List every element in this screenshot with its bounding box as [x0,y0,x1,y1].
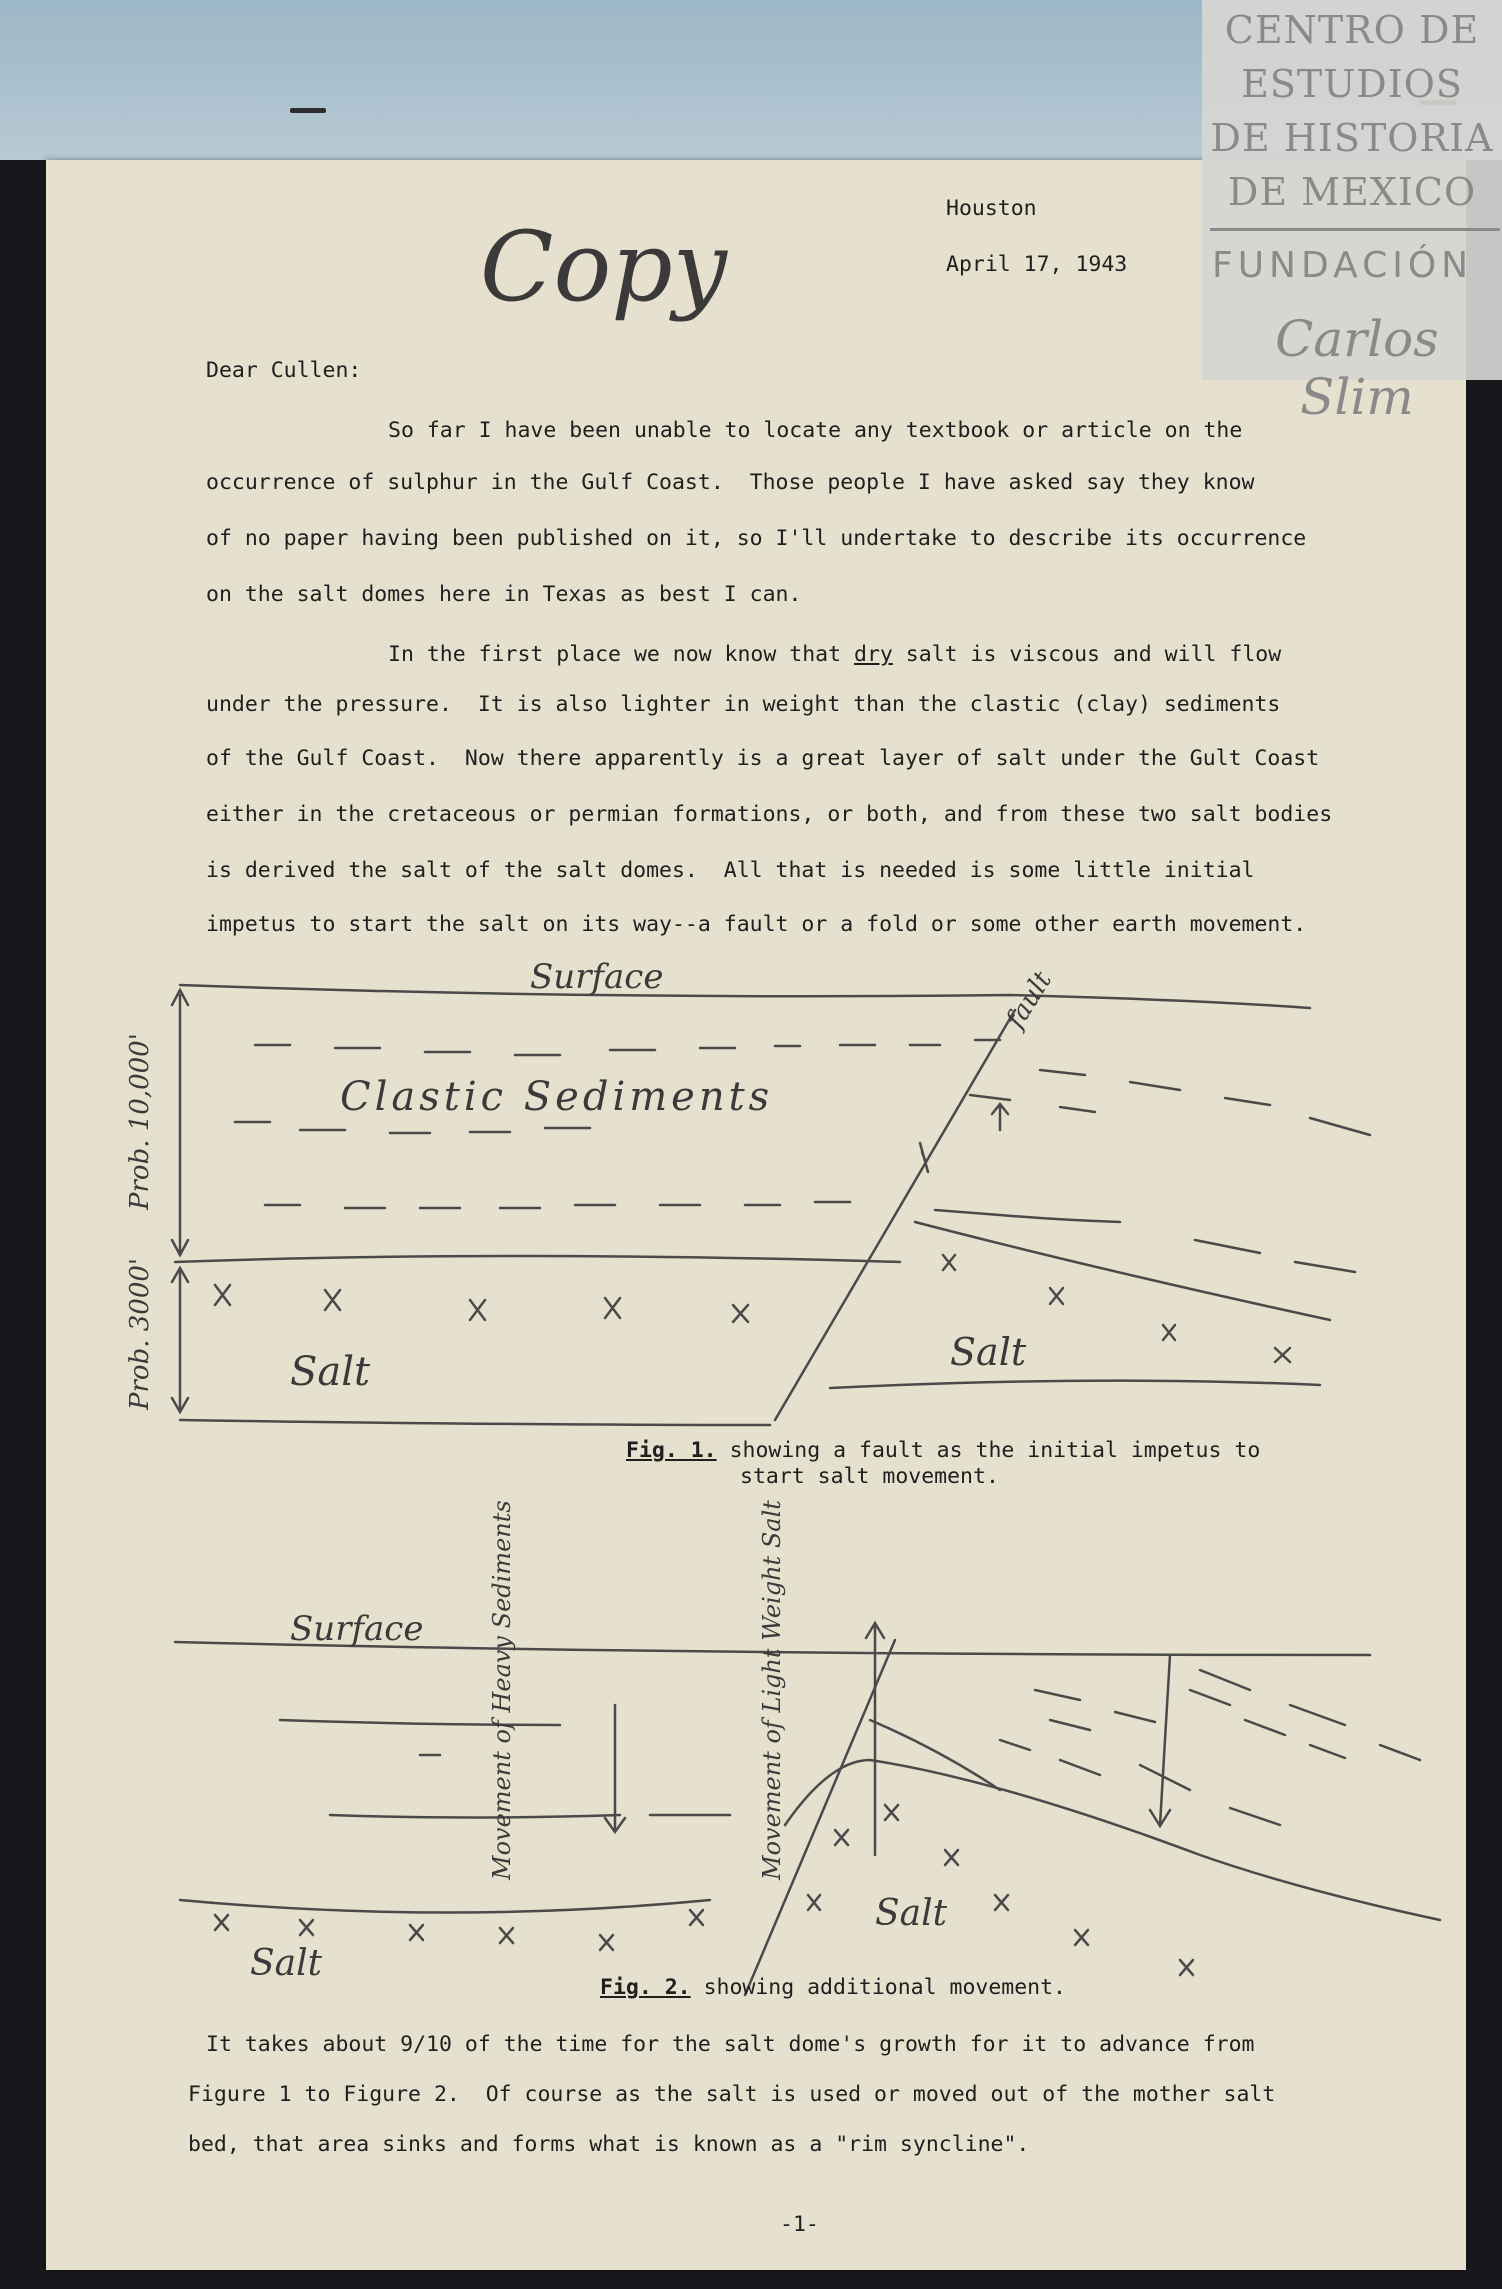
fig1-fault-label: fault [1000,966,1059,1034]
body-line: of the Gulf Coast. Now there apparently is a great layer of salt under the Gult Coast [206,746,1320,771]
fig1-surface-label: Surface [530,957,664,997]
copy-mark: Copy [480,211,727,323]
fig2-arrow-sink [1150,1655,1170,1826]
fig2-heavy-label: Movement of Heavy Sediments [488,1500,516,1880]
fig1-salt-right-label: Salt [950,1330,1027,1374]
fig2-surface-label: Surface [290,1609,424,1649]
body-line: impetus to start the salt on its way--a fault or a fold or some other earth movement. [206,912,1307,937]
fig1-sediments-label: Clastic Sediments [340,1074,774,1120]
fig2-light-label: Movement of Light Weight Salt [758,1500,786,1880]
emphasis-dry: dry [854,642,893,667]
body-line: on the salt domes here in Texas as best I can. [206,582,802,607]
stamp-line: ESTUDIOS [1241,62,1463,106]
body-line: So far I have been unable to locate any textbook or article on the [388,418,1243,443]
fig2-salt-crosses [215,1805,1193,1975]
fig1-thickness-sediment: Prob. 10,000' [125,1033,155,1210]
body-line: In the first place we now know that dry salt is viscous and will flow [388,642,1282,667]
date-line: April 17, 1943 [946,252,1128,277]
body-line: It takes about 9/10 of the time for the salt dome's growth for it to advance from [206,2032,1255,2057]
fig2-arrow-light [866,1623,884,1855]
body-line: under the pressure. It is also lighter in weight than the clastic (clay) sediments [206,692,1281,717]
fig2-label: Fig. 2. [600,1975,691,2000]
salutation: Dear Cullen: [206,358,362,383]
fig2-salt-dome-upper [870,1720,1000,1790]
fig1-thickness-salt: Prob. 3000' [125,1257,155,1410]
fig2-caption: Fig. 2. showing additional movement. [600,1975,1066,2000]
body-line: of no paper having been published on it, so I'll undertake to describe its occurrence [206,526,1307,551]
page-number: -1- [780,2212,819,2237]
fig2-salt-right-label: Salt [875,1893,948,1934]
stamp-line: DE HISTORIA [1210,116,1494,160]
body-line: Figure 1 to Figure 2. Of course as the salt is used or moved out of the mother salt [188,2082,1276,2107]
stamp-signature: Carlos Slim [1275,310,1439,426]
body-line: either in the cretaceous or permian formations, or both, and from these two salt bodies [206,802,1333,827]
body-line: bed, that area sinks and forms what is known as a "rim syncline". [188,2132,1030,2157]
fig2-arrow-heavy [605,1705,625,1832]
fig1-salt-left-label: Salt [290,1349,371,1395]
fig2-salt-left-label: Salt [250,1943,323,1984]
stamp-line: FUNDACIÓN [1212,245,1474,286]
stamp-line: DE MEXICO [1227,170,1477,214]
fig1-caption: Fig. 1. showing a fault as the initial impetus to [626,1438,1261,1463]
body-line: occurrence of sulphur in the Gulf Coast. Those people I have asked say they know [206,470,1255,495]
fig2-salt-top-left [180,1900,710,1913]
stamp-line: CENTRO DE [1224,8,1480,52]
body-line: is derived the salt of the salt domes. All that is needed is some little initial [206,858,1255,883]
fig1-caption-cont: start salt movement. [740,1464,999,1489]
fig1-label: Fig. 1. [626,1438,717,1463]
place-line: Houston [946,196,1037,221]
